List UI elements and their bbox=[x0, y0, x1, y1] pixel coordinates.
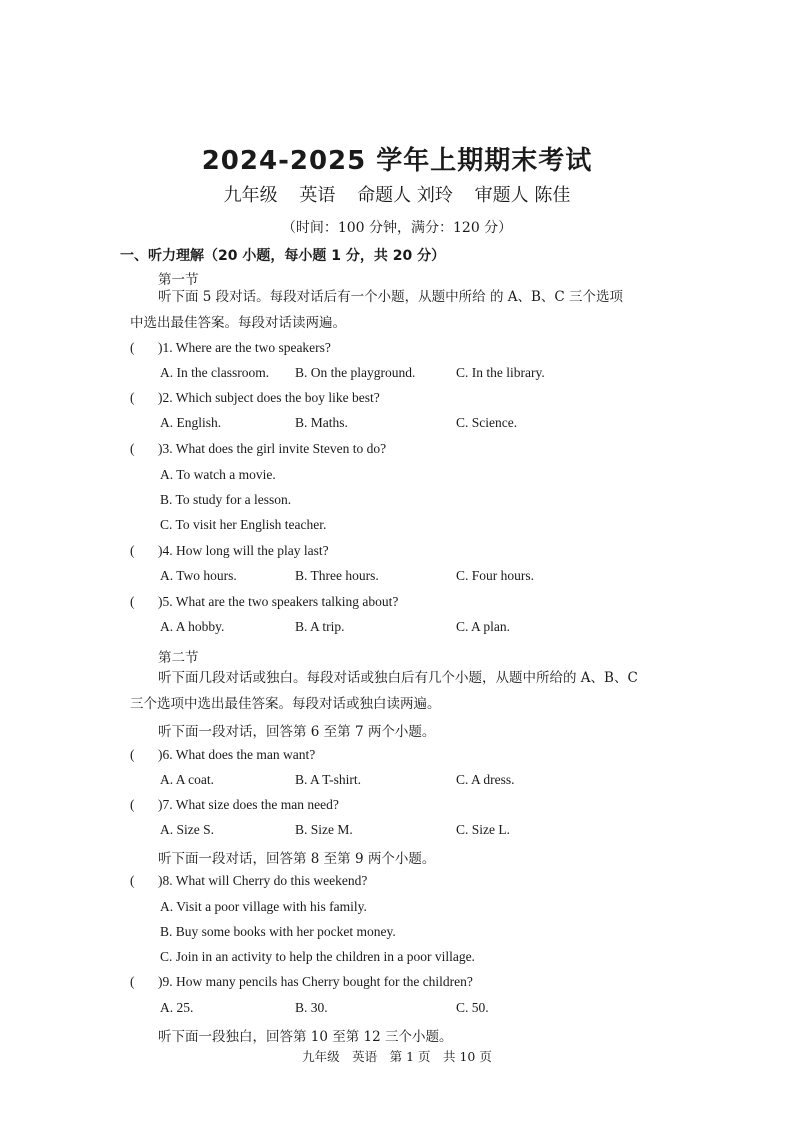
q5-option-b: B. A trip. bbox=[295, 619, 345, 634]
q1-option-a: A. In the classroom. bbox=[160, 365, 270, 380]
q7-option-c: C. Size L. bbox=[456, 822, 510, 837]
note-q8-q9: 听下面一段对话，回答第 8 至第 9 两个小题。 bbox=[158, 851, 436, 867]
part1-label: 第一节 bbox=[158, 272, 199, 288]
exam-title: 2024-2025 学年上期期末考试 bbox=[201, 146, 593, 176]
q6-option-c: C. A dress. bbox=[456, 772, 515, 787]
q5-option-a: A. A hobby. bbox=[160, 619, 225, 634]
question-8: ( )8. What will Cherry do this weekend? bbox=[130, 873, 368, 888]
note-q10-q12: 听下面一段独白，回答第 10 至第 12 三个小题。 bbox=[158, 1029, 453, 1045]
q4-option-b: B. Three hours. bbox=[295, 568, 379, 583]
q7-option-b: B. Size M. bbox=[295, 822, 353, 837]
q1-option-b: B. On the playground. bbox=[295, 365, 416, 380]
q9-option-b: B. 30. bbox=[295, 1000, 328, 1015]
q3-option-a: A. To watch a movie. bbox=[160, 467, 276, 482]
question-7: ( )7. What size does the man need? bbox=[130, 797, 339, 812]
q4-option-c: C. Four hours. bbox=[456, 568, 535, 583]
q3-option-b: B. To study for a lesson. bbox=[160, 492, 292, 507]
q9-option-c: C. 50. bbox=[456, 1000, 489, 1015]
q4-option-a: A. Two hours. bbox=[160, 568, 237, 583]
exam-subtitle bbox=[0, 181, 794, 207]
question-1: ( )1. Where are the two speakers? bbox=[130, 340, 331, 355]
part2-instruction: 听下面几段对话或独白。每段对话或独白后有几个小题，从题中所给的 A、B、C 三个选项中选出最佳答案。每段对话或独白读两遍。 bbox=[130, 670, 638, 712]
q3-option-c: C. To visit her English teacher. bbox=[160, 517, 327, 532]
author-label: 命题人 刘玲 bbox=[357, 185, 453, 206]
q1-option-c: C. In the library. bbox=[456, 365, 545, 380]
q7-option-a: A. Size S. bbox=[160, 822, 214, 837]
question-3: ( )3. What does the girl invite Steven to do? bbox=[130, 441, 387, 456]
q6-option-b: B. A T-shirt. bbox=[295, 772, 362, 787]
q8-option-b: B. Buy some books with her pocket money. bbox=[160, 924, 396, 939]
question-6: ( )6. What does the man want? bbox=[130, 747, 316, 762]
grade-label: 九年级 bbox=[223, 185, 278, 206]
question-9: ( )9. How many pencils has Cherry bought for the children? bbox=[130, 974, 473, 989]
time-info: （时间：100 分钟，满分：120 分） bbox=[281, 220, 513, 236]
section-heading: 一、听力理解（20 小题，每小题 1 分，共 20 分） bbox=[120, 248, 446, 264]
question-5: ( )5. What are the two speakers talking about? bbox=[130, 594, 399, 609]
q5-option-c: C. A plan. bbox=[456, 619, 511, 634]
q2-option-c: C. Science. bbox=[456, 415, 518, 430]
reviewer-label: 审题人 陈佳 bbox=[474, 185, 571, 206]
q8-option-a: A. Visit a poor village with his family. bbox=[160, 899, 367, 914]
page-footer: 九年级 英语 第 1 页 共 10 页 bbox=[302, 1049, 492, 1064]
question-2: ( )2. Which subject does the boy like best? bbox=[130, 390, 380, 405]
note-q6-q7: 听下面一段对话，回答第 6 至第 7 两个小题。 bbox=[158, 724, 436, 740]
q8-option-c: C. Join in an activity to help the children in a poor village. bbox=[160, 949, 475, 964]
q9-option-a: A. 25. bbox=[160, 1000, 194, 1015]
question-4: ( )4. How long will the play last? bbox=[130, 543, 329, 558]
subject-label: 英语 bbox=[299, 185, 336, 206]
part2-label: 第二节 bbox=[158, 650, 199, 666]
q2-option-a: A. English. bbox=[160, 415, 222, 430]
q6-option-a: A. A coat. bbox=[160, 772, 214, 787]
q2-option-b: B. Maths. bbox=[295, 415, 348, 430]
part1-instruction: 听下面 5 段对话。每段对话后有一个小题，从题中所给 的 A、B、C 三个选项中选出最佳答案。每段对话读两遍。 bbox=[130, 289, 624, 331]
